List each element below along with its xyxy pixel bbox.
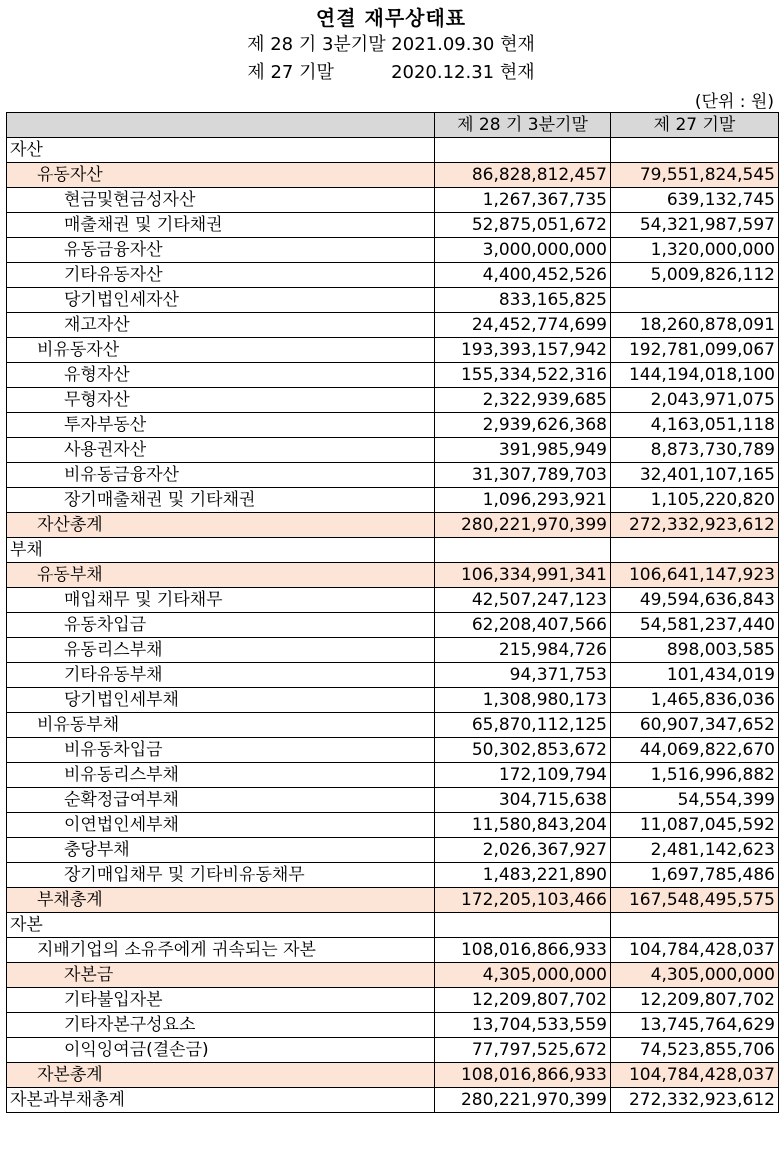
amount-current: 2,026,367,927 [435,838,611,863]
table-row [7,988,779,1013]
amount-current [435,138,611,163]
amount-prior: 1,516,996,882 [611,763,779,788]
period-prior: 제 27 기말 2020.12.31 현재 [247,62,535,83]
amount-current [435,913,611,938]
table-row [7,963,779,988]
account-label: 매입채무 및 기타채무 [7,588,435,613]
amount-current: 31,307,789,703 [435,463,611,488]
amount-prior: 79,551,824,545 [611,163,779,188]
amount-current: 172,109,794 [435,763,611,788]
amount-prior [611,913,779,938]
account-label: 기타유동자산 [7,263,435,288]
amount-prior: 32,401,107,165 [611,463,779,488]
table-row [7,188,779,213]
table-row [7,463,779,488]
account-label: 비유동차입금 [7,738,435,763]
amount-prior: 898,003,585 [611,638,779,663]
table-header-row [7,113,779,138]
amount-prior: 2,481,142,623 [611,838,779,863]
amount-current: 280,221,970,399 [435,513,611,538]
amount-prior: 104,784,428,037 [611,938,779,963]
amount-current: 77,797,525,672 [435,1038,611,1063]
account-label: 지배기업의 소유주에게 귀속되는 자본 [7,938,435,963]
account-label: 유동부채 [7,563,435,588]
amount-current: 4,305,000,000 [435,963,611,988]
table-row [7,1063,779,1088]
account-label: 유동리스부채 [7,638,435,663]
table-row [7,838,779,863]
amount-prior: 2,043,971,075 [611,388,779,413]
balance-sheet-table [6,112,779,1113]
amount-prior: 4,163,051,118 [611,413,779,438]
account-label: 유형자산 [7,363,435,388]
amount-current: 833,165,825 [435,288,611,313]
header-cell-current: 제 28 기 3분기말 [435,113,611,138]
account-label: 부채 [7,538,435,563]
account-label: 장기매출채권 및 기타채권 [7,488,435,513]
table-row [7,663,779,688]
table-row [7,288,779,313]
amount-prior: 4,305,000,000 [611,963,779,988]
amount-current: 1,483,221,890 [435,863,611,888]
amount-current: 172,205,103,466 [435,888,611,913]
amount-current: 280,221,970,399 [435,1088,611,1113]
amount-current: 65,870,112,125 [435,713,611,738]
amount-prior: 192,781,099,067 [611,338,779,363]
amount-prior: 1,697,785,486 [611,863,779,888]
amount-prior: 18,260,878,091 [611,313,779,338]
account-label: 유동금융자산 [7,238,435,263]
document-title: 연결 재무상태표 [315,6,467,30]
amount-current: 11,580,843,204 [435,813,611,838]
amount-prior: 54,321,987,597 [611,213,779,238]
amount-prior: 1,105,220,820 [611,488,779,513]
amount-prior: 13,745,764,629 [611,1013,779,1038]
table-row [7,563,779,588]
table-row [7,913,779,938]
amount-current: 1,308,980,173 [435,688,611,713]
account-label: 이연법인세부채 [7,813,435,838]
header-cell-account [7,113,435,138]
amount-current: 304,715,638 [435,788,611,813]
account-label: 비유동자산 [7,338,435,363]
account-label: 자본금 [7,963,435,988]
account-label: 충당부채 [7,838,435,863]
table-row [7,938,779,963]
table-row [7,688,779,713]
table-row [7,638,779,663]
amount-current: 391,985,949 [435,438,611,463]
account-label: 순확정급여부채 [7,788,435,813]
amount-prior: 167,548,495,575 [611,888,779,913]
account-label: 기타자본구성요소 [7,1013,435,1038]
account-label: 유동차입금 [7,613,435,638]
amount-current: 2,939,626,368 [435,413,611,438]
account-label: 부채총계 [7,888,435,913]
account-label: 사용권자산 [7,438,435,463]
account-label: 이익잉여금(결손금) [7,1038,435,1063]
table-row [7,238,779,263]
amount-prior: 54,554,399 [611,788,779,813]
amount-prior: 8,873,730,789 [611,438,779,463]
amount-current: 13,704,533,559 [435,1013,611,1038]
amount-prior: 1,465,836,036 [611,688,779,713]
amount-prior: 101,434,019 [611,663,779,688]
amount-current: 155,334,522,316 [435,363,611,388]
table-row [7,488,779,513]
table-row [7,213,779,238]
account-label: 자본과부채총계 [7,1088,435,1113]
table-row [7,813,779,838]
amount-current: 62,208,407,566 [435,613,611,638]
table-row [7,738,779,763]
account-label: 자산총계 [7,513,435,538]
table-row [7,888,779,913]
amount-current: 108,016,866,933 [435,938,611,963]
table-row [7,1088,779,1113]
amount-current: 42,507,247,123 [435,588,611,613]
amount-prior: 272,332,923,612 [611,513,779,538]
amount-prior: 11,087,045,592 [611,813,779,838]
amount-prior: 12,209,807,702 [611,988,779,1013]
amount-current: 50,302,853,672 [435,738,611,763]
table-row [7,138,779,163]
account-label: 유동자산 [7,163,435,188]
table-row [7,513,779,538]
account-label: 비유동금융자산 [7,463,435,488]
table-row [7,363,779,388]
table-row [7,313,779,338]
account-label: 당기법인세부채 [7,688,435,713]
account-label: 장기매입채무 및 기타비유동채무 [7,863,435,888]
amount-current: 3,000,000,000 [435,238,611,263]
table-row [7,438,779,463]
amount-prior: 74,523,855,706 [611,1038,779,1063]
table-row [7,613,779,638]
account-label: 당기법인세자산 [7,288,435,313]
account-label: 자본 [7,913,435,938]
account-label: 매출채권 및 기타채권 [7,213,435,238]
account-label: 현금및현금성자산 [7,188,435,213]
table-row [7,413,779,438]
period-current: 제 28 기 3분기말 2021.09.30 현재 [247,34,535,55]
amount-prior: 639,132,745 [611,188,779,213]
table-row [7,763,779,788]
table-row [7,1038,779,1063]
amount-prior [611,288,779,313]
amount-current: 24,452,774,699 [435,313,611,338]
table-row [7,163,779,188]
amount-prior: 272,332,923,612 [611,1088,779,1113]
table-row [7,788,779,813]
amount-current: 94,371,753 [435,663,611,688]
amount-current: 2,322,939,685 [435,388,611,413]
amount-current: 1,096,293,921 [435,488,611,513]
amount-prior: 49,594,636,843 [611,588,779,613]
amount-prior: 5,009,826,112 [611,263,779,288]
amount-prior: 104,784,428,037 [611,1063,779,1088]
account-label: 기타유동부채 [7,663,435,688]
amount-prior: 54,581,237,440 [611,613,779,638]
amount-prior [611,538,779,563]
table-row [7,263,779,288]
account-label: 기타불입자본 [7,988,435,1013]
table-row [7,338,779,363]
account-label: 재고자산 [7,313,435,338]
amount-current: 193,393,157,942 [435,338,611,363]
account-label: 무형자산 [7,388,435,413]
amount-prior: 1,320,000,000 [611,238,779,263]
account-label: 투자부동산 [7,413,435,438]
amount-current: 86,828,812,457 [435,163,611,188]
table-row [7,538,779,563]
account-label: 자본총계 [7,1063,435,1088]
table-row [7,713,779,738]
table-row [7,588,779,613]
table-row [7,1013,779,1038]
account-label: 자산 [7,138,435,163]
amount-current: 106,334,991,341 [435,563,611,588]
amount-current: 108,016,866,933 [435,1063,611,1088]
amount-current: 1,267,367,735 [435,188,611,213]
account-label: 비유동부채 [7,713,435,738]
unit-label: (단위 : 원) [694,92,774,112]
account-label: 비유동리스부채 [7,763,435,788]
header-cell-prior: 제 27 기말 [611,113,779,138]
amount-current [435,538,611,563]
amount-prior: 144,194,018,100 [611,363,779,388]
table-row [7,388,779,413]
amount-prior: 106,641,147,923 [611,563,779,588]
amount-prior [611,138,779,163]
amount-prior: 60,907,347,652 [611,713,779,738]
amount-current: 12,209,807,702 [435,988,611,1013]
table-row [7,863,779,888]
amount-current: 52,875,051,672 [435,213,611,238]
amount-prior: 44,069,822,670 [611,738,779,763]
amount-current: 215,984,726 [435,638,611,663]
amount-current: 4,400,452,526 [435,263,611,288]
